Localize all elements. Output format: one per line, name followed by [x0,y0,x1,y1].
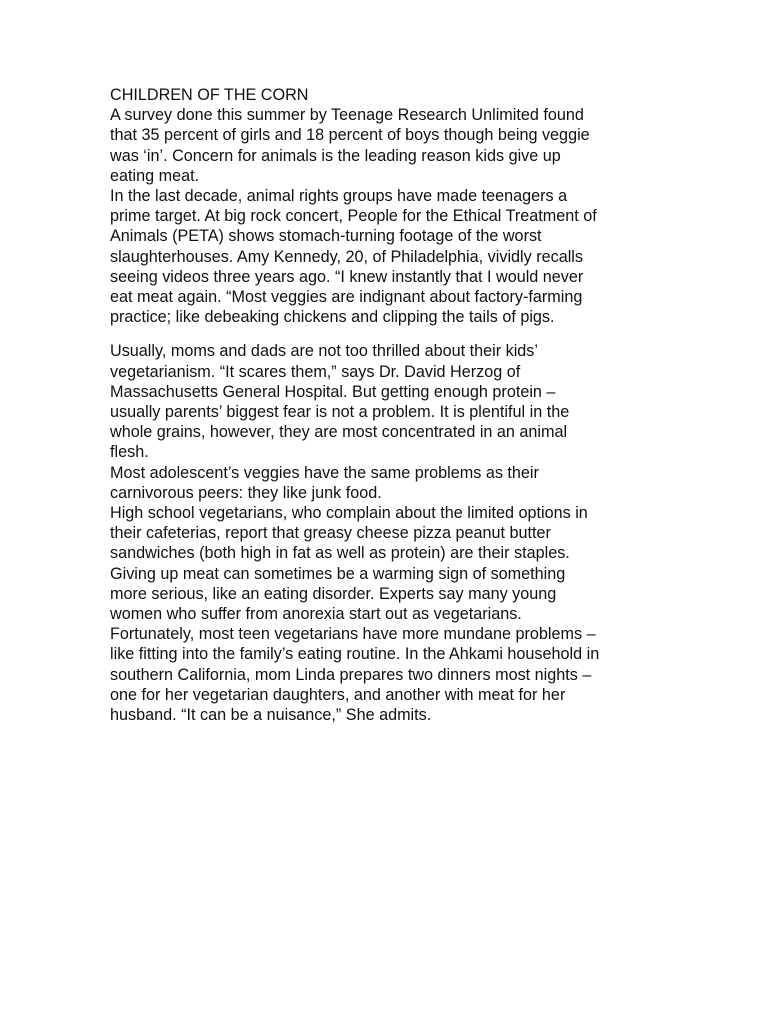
text-line: whole grains, however, they are most concentrated in an animal [110,423,568,442]
text-line: husband. “It can be a nuisance,” She admits. [110,706,432,725]
text-line: women who suffer from anorexia start out as vegetarians. [110,605,522,624]
text-line: practice; like debeaking chickens and clipping the tails of pigs. [110,308,555,327]
text-line: A survey done this summer by Teenage Research Unlimited found [110,106,584,125]
text-line: Giving up meat can sometimes be a warming sign of something [110,564,566,583]
text-line: southern California, mom Linda prepares two dinners most nights – [110,665,592,684]
text-line: Massachusetts General Hospital. But getting enough protein – [110,382,556,401]
article-body [110,85,720,725]
text-line: eating meat. [110,166,200,185]
text-line: Fortunately, most teen vegetarians have more mundane problems – [110,625,596,644]
text-line: that 35 percent of girls and 18 percent of boys though being veggie [110,126,590,145]
text-line: was ‘in’. Concern for animals is the leading reason kids give up [110,146,561,165]
text-line: In the last decade, animal rights groups have made teenagers a [110,187,568,206]
text-line: like fitting into the family’s eating routine. In the Ahkami household in [110,645,600,664]
text-line: Most adolescent’s veggies have the same problems as their [110,463,539,482]
text-line: more serious, like an eating disorder. Experts say many young [110,584,557,603]
text-line: usually parents’ biggest fear is not a problem. It is plentiful in the [110,403,570,422]
text-line: carnivorous peers: they like junk food. [110,483,382,502]
text-line: Animals (PETA) shows stomach-turning footage of the worst [110,227,542,246]
text-line: their cafeterias, report that greasy cheese pizza peanut butter [110,524,551,543]
article-title: CHILDREN OF THE CORN [110,86,309,104]
text-line: slaughterhouses. Amy Kennedy, 20, of Philadelphia, vividly recalls [110,247,584,266]
text-line: one for her vegetarian daughters, and another with meat for her [110,685,566,704]
text-line: sandwiches (both high in fat as well as protein) are their staples. [110,544,570,563]
paragraph-block-2 [110,341,720,725]
text-line: High school vegetarians, who complain about the limited options in [110,504,588,523]
text-line: flesh. [110,443,149,462]
text-line: Usually, moms and dads are not too thrilled about their kids’ [110,342,538,361]
text-line: seeing videos three years ago. “I knew instantly that I would never [110,267,584,286]
text-line: prime target. At big rock concert, People for the Ethical Treatment of [110,207,597,226]
text-line: eat meat again. “Most veggies are indignant about factory-farming [110,288,583,307]
text-line: vegetarianism. “It scares them,” says Dr. David Herzog of [110,362,521,381]
paragraph-block-1 [110,105,720,327]
